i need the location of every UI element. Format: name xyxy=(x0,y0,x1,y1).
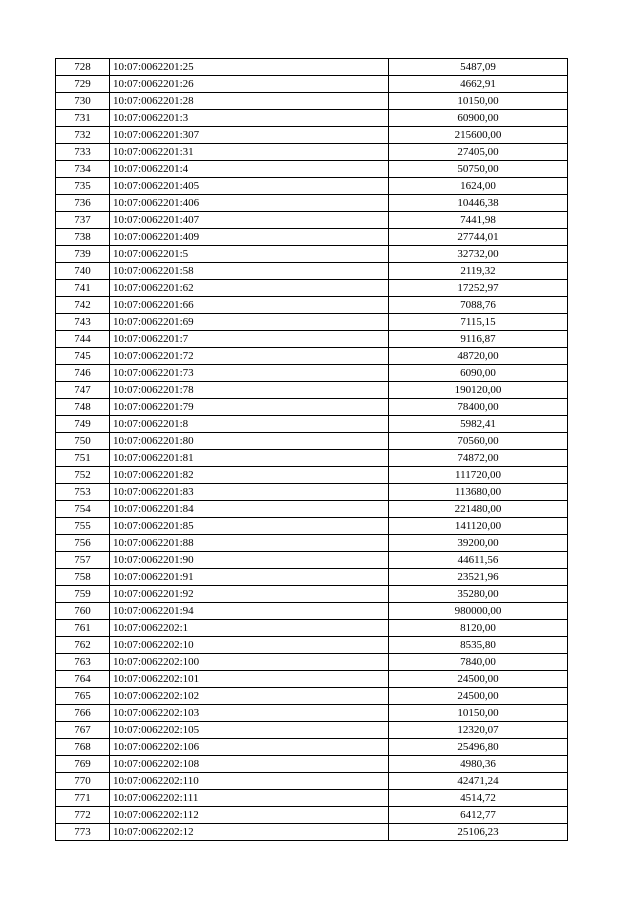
value-cell: 32732,00 xyxy=(389,246,568,263)
row-number-cell: 757 xyxy=(56,552,110,569)
table-row xyxy=(56,518,568,535)
value-cell: 23521,96 xyxy=(389,569,568,586)
cadastral-number-cell: 10:07:0062202:1 xyxy=(110,620,389,637)
value-cell: 7115,15 xyxy=(389,314,568,331)
cadastral-number-cell: 10:07:0062201:62 xyxy=(110,280,389,297)
value-cell: 70560,00 xyxy=(389,433,568,450)
row-number-cell: 741 xyxy=(56,280,110,297)
row-number-cell: 753 xyxy=(56,484,110,501)
row-number-cell: 729 xyxy=(56,76,110,93)
cadastral-number-cell: 10:07:0062202:110 xyxy=(110,773,389,790)
value-cell: 60900,00 xyxy=(389,110,568,127)
table-row xyxy=(56,501,568,518)
row-number-cell: 761 xyxy=(56,620,110,637)
table-row xyxy=(56,688,568,705)
value-cell: 6412,77 xyxy=(389,807,568,824)
row-number-cell: 756 xyxy=(56,535,110,552)
value-cell: 24500,00 xyxy=(389,688,568,705)
row-number-cell: 762 xyxy=(56,637,110,654)
cadastral-number-cell: 10:07:0062201:8 xyxy=(110,416,389,433)
cadastral-number-cell: 10:07:0062201:90 xyxy=(110,552,389,569)
value-cell: 8535,80 xyxy=(389,637,568,654)
value-cell: 50750,00 xyxy=(389,161,568,178)
table-row xyxy=(56,178,568,195)
table-row xyxy=(56,365,568,382)
cadastral-number-cell: 10:07:0062201:94 xyxy=(110,603,389,620)
table-row xyxy=(56,161,568,178)
cadastral-number-cell: 10:07:0062202:105 xyxy=(110,722,389,739)
cadastral-number-cell: 10:07:0062201:85 xyxy=(110,518,389,535)
cadastral-number-cell: 10:07:0062201:28 xyxy=(110,93,389,110)
table-row xyxy=(56,705,568,722)
value-cell: 2119,32 xyxy=(389,263,568,280)
cadastral-number-cell: 10:07:0062201:7 xyxy=(110,331,389,348)
value-cell: 4662,91 xyxy=(389,76,568,93)
table-row xyxy=(56,739,568,756)
row-number-cell: 734 xyxy=(56,161,110,178)
value-cell: 111720,00 xyxy=(389,467,568,484)
value-cell: 10446,38 xyxy=(389,195,568,212)
row-number-cell: 732 xyxy=(56,127,110,144)
row-number-cell: 728 xyxy=(56,59,110,76)
cadastral-number-cell: 10:07:0062201:81 xyxy=(110,450,389,467)
row-number-cell: 735 xyxy=(56,178,110,195)
row-number-cell: 772 xyxy=(56,807,110,824)
table-row xyxy=(56,535,568,552)
row-number-cell: 770 xyxy=(56,773,110,790)
row-number-cell: 730 xyxy=(56,93,110,110)
cadastral-number-cell: 10:07:0062201:31 xyxy=(110,144,389,161)
row-number-cell: 755 xyxy=(56,518,110,535)
row-number-cell: 748 xyxy=(56,399,110,416)
cadastral-number-cell: 10:07:0062202:103 xyxy=(110,705,389,722)
table-row xyxy=(56,144,568,161)
value-cell: 25496,80 xyxy=(389,739,568,756)
cadastral-number-cell: 10:07:0062201:405 xyxy=(110,178,389,195)
row-number-cell: 752 xyxy=(56,467,110,484)
cadastral-number-cell: 10:07:0062201:82 xyxy=(110,467,389,484)
cadastral-number-cell: 10:07:0062201:83 xyxy=(110,484,389,501)
value-cell: 74872,00 xyxy=(389,450,568,467)
cadastral-number-cell: 10:07:0062201:307 xyxy=(110,127,389,144)
cadastral-number-cell: 10:07:0062202:101 xyxy=(110,671,389,688)
cadastral-number-cell: 10:07:0062201:92 xyxy=(110,586,389,603)
row-number-cell: 750 xyxy=(56,433,110,450)
table-row xyxy=(56,348,568,365)
cadastral-number-cell: 10:07:0062201:79 xyxy=(110,399,389,416)
cadastral-number-cell: 10:07:0062202:108 xyxy=(110,756,389,773)
table-row xyxy=(56,93,568,110)
value-cell: 17252,97 xyxy=(389,280,568,297)
table-row xyxy=(56,229,568,246)
value-cell: 39200,00 xyxy=(389,535,568,552)
table-row xyxy=(56,76,568,93)
table-row xyxy=(56,280,568,297)
row-number-cell: 754 xyxy=(56,501,110,518)
value-cell: 35280,00 xyxy=(389,586,568,603)
value-cell: 42471,24 xyxy=(389,773,568,790)
table-row xyxy=(56,212,568,229)
cadastral-number-cell: 10:07:0062201:73 xyxy=(110,365,389,382)
value-cell: 113680,00 xyxy=(389,484,568,501)
value-cell: 1624,00 xyxy=(389,178,568,195)
cadastral-number-cell: 10:07:0062202:106 xyxy=(110,739,389,756)
table-row xyxy=(56,586,568,603)
cadastral-number-cell: 10:07:0062202:111 xyxy=(110,790,389,807)
table-row xyxy=(56,484,568,501)
table-row xyxy=(56,569,568,586)
value-cell: 78400,00 xyxy=(389,399,568,416)
table-row xyxy=(56,722,568,739)
value-cell: 7441,98 xyxy=(389,212,568,229)
cadastral-number-cell: 10:07:0062202:102 xyxy=(110,688,389,705)
cadastral-number-cell: 10:07:0062202:12 xyxy=(110,824,389,841)
value-cell: 25106,23 xyxy=(389,824,568,841)
value-cell: 7088,76 xyxy=(389,297,568,314)
row-number-cell: 769 xyxy=(56,756,110,773)
row-number-cell: 759 xyxy=(56,586,110,603)
table-row xyxy=(56,756,568,773)
row-number-cell: 742 xyxy=(56,297,110,314)
table-row xyxy=(56,467,568,484)
value-cell: 215600,00 xyxy=(389,127,568,144)
value-cell: 4980,36 xyxy=(389,756,568,773)
row-number-cell: 751 xyxy=(56,450,110,467)
row-number-cell: 739 xyxy=(56,246,110,263)
cadastral-number-cell: 10:07:0062201:409 xyxy=(110,229,389,246)
row-number-cell: 749 xyxy=(56,416,110,433)
cadastral-value-table xyxy=(55,58,568,841)
table-row xyxy=(56,331,568,348)
value-cell: 24500,00 xyxy=(389,671,568,688)
row-number-cell: 745 xyxy=(56,348,110,365)
row-number-cell: 731 xyxy=(56,110,110,127)
table-row xyxy=(56,654,568,671)
row-number-cell: 764 xyxy=(56,671,110,688)
row-number-cell: 736 xyxy=(56,195,110,212)
table-row xyxy=(56,433,568,450)
table-row xyxy=(56,620,568,637)
table-row xyxy=(56,399,568,416)
table-row xyxy=(56,110,568,127)
value-cell: 12320,07 xyxy=(389,722,568,739)
row-number-cell: 744 xyxy=(56,331,110,348)
cadastral-number-cell: 10:07:0062202:112 xyxy=(110,807,389,824)
cadastral-number-cell: 10:07:0062202:100 xyxy=(110,654,389,671)
table-row xyxy=(56,314,568,331)
table-row xyxy=(56,552,568,569)
table-row xyxy=(56,773,568,790)
row-number-cell: 738 xyxy=(56,229,110,246)
cadastral-number-cell: 10:07:0062201:84 xyxy=(110,501,389,518)
table-row xyxy=(56,195,568,212)
value-cell: 8120,00 xyxy=(389,620,568,637)
value-cell: 5982,41 xyxy=(389,416,568,433)
cadastral-number-cell: 10:07:0062201:91 xyxy=(110,569,389,586)
cadastral-number-cell: 10:07:0062201:406 xyxy=(110,195,389,212)
row-number-cell: 746 xyxy=(56,365,110,382)
value-cell: 7840,00 xyxy=(389,654,568,671)
value-cell: 141120,00 xyxy=(389,518,568,535)
table-row xyxy=(56,790,568,807)
table-row xyxy=(56,603,568,620)
row-number-cell: 773 xyxy=(56,824,110,841)
value-cell: 10150,00 xyxy=(389,705,568,722)
cadastral-number-cell: 10:07:0062201:66 xyxy=(110,297,389,314)
value-cell: 48720,00 xyxy=(389,348,568,365)
row-number-cell: 767 xyxy=(56,722,110,739)
value-cell: 5487,09 xyxy=(389,59,568,76)
cadastral-number-cell: 10:07:0062201:72 xyxy=(110,348,389,365)
value-cell: 6090,00 xyxy=(389,365,568,382)
row-number-cell: 758 xyxy=(56,569,110,586)
row-number-cell: 747 xyxy=(56,382,110,399)
cadastral-number-cell: 10:07:0062201:26 xyxy=(110,76,389,93)
table-row xyxy=(56,297,568,314)
table-row xyxy=(56,59,568,76)
cadastral-number-cell: 10:07:0062201:407 xyxy=(110,212,389,229)
table-row xyxy=(56,671,568,688)
table-row xyxy=(56,450,568,467)
row-number-cell: 740 xyxy=(56,263,110,280)
cadastral-number-cell: 10:07:0062201:69 xyxy=(110,314,389,331)
value-cell: 4514,72 xyxy=(389,790,568,807)
table-row xyxy=(56,824,568,841)
value-cell: 10150,00 xyxy=(389,93,568,110)
cadastral-number-cell: 10:07:0062201:25 xyxy=(110,59,389,76)
table-row xyxy=(56,127,568,144)
cadastral-number-cell: 10:07:0062201:78 xyxy=(110,382,389,399)
value-cell: 980000,00 xyxy=(389,603,568,620)
cadastral-number-cell: 10:07:0062201:80 xyxy=(110,433,389,450)
row-number-cell: 766 xyxy=(56,705,110,722)
table-row xyxy=(56,416,568,433)
table-row xyxy=(56,246,568,263)
cadastral-number-cell: 10:07:0062201:58 xyxy=(110,263,389,280)
value-cell: 221480,00 xyxy=(389,501,568,518)
row-number-cell: 768 xyxy=(56,739,110,756)
table-row xyxy=(56,637,568,654)
row-number-cell: 743 xyxy=(56,314,110,331)
table-row xyxy=(56,807,568,824)
cadastral-number-cell: 10:07:0062201:3 xyxy=(110,110,389,127)
cadastral-number-cell: 10:07:0062201:5 xyxy=(110,246,389,263)
cadastral-number-cell: 10:07:0062201:4 xyxy=(110,161,389,178)
cadastral-number-cell: 10:07:0062202:10 xyxy=(110,637,389,654)
table-row xyxy=(56,382,568,399)
value-cell: 190120,00 xyxy=(389,382,568,399)
value-cell: 27405,00 xyxy=(389,144,568,161)
row-number-cell: 765 xyxy=(56,688,110,705)
value-cell: 9116,87 xyxy=(389,331,568,348)
table-row xyxy=(56,263,568,280)
value-cell: 27744,01 xyxy=(389,229,568,246)
value-cell: 44611,56 xyxy=(389,552,568,569)
row-number-cell: 763 xyxy=(56,654,110,671)
row-number-cell: 737 xyxy=(56,212,110,229)
table-body xyxy=(56,59,568,841)
row-number-cell: 760 xyxy=(56,603,110,620)
cadastral-number-cell: 10:07:0062201:88 xyxy=(110,535,389,552)
row-number-cell: 733 xyxy=(56,144,110,161)
row-number-cell: 771 xyxy=(56,790,110,807)
